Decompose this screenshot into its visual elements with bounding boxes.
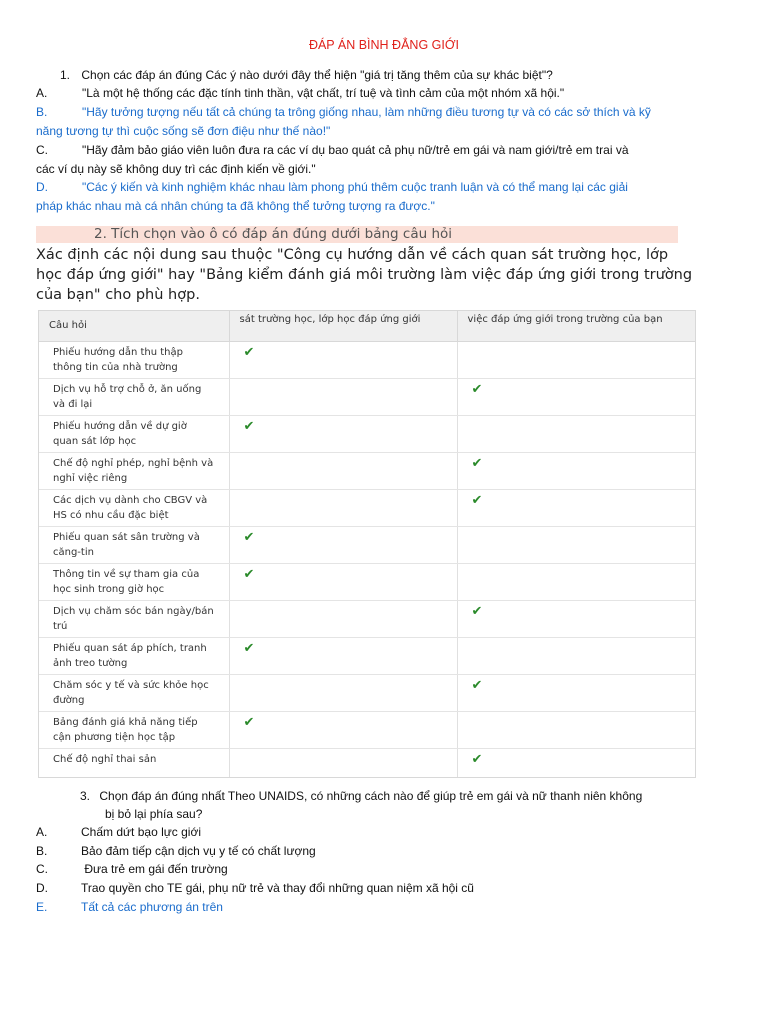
checkmark-icon: ✔ [243,566,255,582]
option-text: Chấm dứt bạo lực giới [81,825,201,839]
table-row [39,489,695,526]
option-prefix: C. [36,143,48,157]
table-row [39,415,695,452]
q3-question [80,787,642,805]
option-prefix: A. [36,825,48,839]
checkmark-icon: ✔ [471,677,483,693]
checkmark-icon: ✔ [471,492,483,508]
observation-tool-cell[interactable] [229,711,457,748]
q2-heading-text: 2. Tích chọn vào ô có đáp án đúng dưới bảng câu hỏi [94,226,453,242]
row-label: Chăm sóc y tế và sức khỏe học đường [39,674,229,711]
observation-tool-cell[interactable] [229,378,457,415]
q2-heading [36,226,678,243]
option-text: "Là một hệ thống các đặc tính tinh thần, vật chất, trí tuệ và tình cảm của một nhóm xã hội." [82,86,565,100]
option-text: "Hãy đảm bảo giáo viên luôn đưa ra các ví dụ bao quát cả phụ nữ/trẻ em gái và nam giới/trẻ em trai và [82,143,629,157]
observation-tool-cell[interactable] [229,341,457,378]
checklist-cell[interactable] [457,711,695,748]
option-text: "Hãy tưởng tượng nếu tất cả chúng ta trông giống nhau, làm những điều tương tự và có các sở thích và kỹ [82,105,651,119]
table-row [39,378,695,415]
checkmark-icon: ✔ [243,529,255,545]
table-row [39,711,695,748]
header-question: Câu hỏi [39,311,229,341]
table-row [39,600,695,637]
q2-table-container [38,310,696,778]
row-label: Dịch vụ chăm sóc bán ngày/bán trú [39,600,229,637]
q1-option-c-cont: các ví dụ này sẽ không duy trì các định kiến về giới." [36,162,316,176]
table-row [39,526,695,563]
table-row [39,748,695,777]
checklist-cell[interactable] [457,378,695,415]
observation-tool-cell[interactable] [229,415,457,452]
row-label: Phiếu hướng dẫn về dự giờ quan sát lớp học [39,415,229,452]
row-label: Phiếu hướng dẫn thu thập thông tin của nhà trường [39,341,229,378]
option-prefix: E. [36,900,48,914]
q3-number: 3. [80,789,91,803]
header-checklist: việc đáp ứng giới trong trường của bạn [457,311,695,341]
row-label: Phiếu quan sát sân trường và căng-tin [39,526,229,563]
table-header-row [39,311,695,341]
checkmark-icon: ✔ [243,714,255,730]
row-label: Các dịch vụ dành cho CBGV và HS có nhu cầu đặc biệt [39,489,229,526]
option-text: "Các ý kiến và kinh nghiệm khác nhau làm phong phú thêm cuộc tranh luận và có thể mang lại các giải [82,180,628,194]
q1-question-text: Chọn các đáp án đúng Các ý nào dưới đây thể hiện "giá trị tăng thêm của sự khác biệt"? [81,68,553,82]
row-label: Chế độ nghỉ phép, nghỉ bệnh và nghỉ việc riêng [39,452,229,489]
checklist-cell[interactable] [457,563,695,600]
option-prefix: C. [36,862,48,876]
checklist-cell[interactable] [457,748,695,777]
header-observation-tool: sát trường học, lớp học đáp ứng giới [229,311,457,341]
option-text: Bảo đảm tiếp cận dịch vụ y tế có chất lượng [81,844,316,858]
option-text: Tất cả các phương án trên [81,900,223,914]
checklist-cell[interactable] [457,489,695,526]
checklist-cell[interactable] [457,600,695,637]
q1-number: 1. [60,68,71,82]
page-title: ĐÁP ÁN BÌNH ĐẲNG GIỚI [308,38,460,52]
option-prefix: A. [36,86,48,100]
observation-tool-cell[interactable] [229,637,457,674]
option-prefix: B. [36,844,48,858]
checkmark-icon: ✔ [243,640,255,656]
q3-question-text: Chọn đáp án đúng nhất Theo UNAIDS, có những cách nào để giúp trẻ em gái và nữ thanh niên không [99,789,643,803]
q2-description: Xác định các nội dung sau thuộc "Công cụ hướng dẫn về cách quan sát trường học, lớp học đáp ứng giới" hay "Bảng kiểm đánh giá môi trường làm việc đáp ứng giới trong trường của bạn" cho phù hợp. [36,247,693,303]
table-row [39,563,695,600]
checklist-cell[interactable] [457,637,695,674]
checkmark-icon: ✔ [471,603,483,619]
observation-tool-cell[interactable] [229,563,457,600]
table-row [39,341,695,378]
option-prefix: D. [36,881,48,895]
option-prefix: B. [36,105,48,119]
observation-tool-cell[interactable] [229,489,457,526]
row-label: Chế độ nghỉ thai sản [39,748,229,777]
observation-tool-cell[interactable] [229,452,457,489]
observation-tool-cell[interactable] [229,600,457,637]
table-row [39,674,695,711]
observation-tool-cell[interactable] [229,748,457,777]
option-prefix: D. [36,180,48,194]
table-row [39,452,695,489]
option-text: Trao quyền cho TE gái, phụ nữ trẻ và thay đổi những quan niệm xã hội cũ [81,881,474,895]
table-row [39,637,695,674]
checkmark-icon: ✔ [471,751,483,767]
q3-question-cont: bị bỏ lại phía sau? [105,807,203,821]
checklist-cell[interactable] [457,526,695,563]
checklist-cell[interactable] [457,674,695,711]
row-label: Dịch vụ hỗ trợ chỗ ở, ăn uống và đi lại [39,378,229,415]
option-text: Đưa trẻ em gái đến trường [81,862,228,876]
observation-tool-cell[interactable] [229,674,457,711]
checklist-cell[interactable] [457,341,695,378]
row-label: Phiếu quan sát áp phích, tranh ảnh treo tường [39,637,229,674]
q1-question [60,66,553,84]
checkmark-icon: ✔ [243,344,255,360]
row-label: Bảng đánh giá khả năng tiếp cận phương tiện học tập [39,711,229,748]
q1-option-d-cont: pháp khác nhau mà cá nhân chúng ta đã không thể tưởng tượng ra được." [36,199,435,213]
checklist-cell[interactable] [457,452,695,489]
observation-tool-cell[interactable] [229,526,457,563]
q2-table [39,311,695,777]
q1-option-b-cont: năng tương tự thì cuộc sống sẽ đơn điệu như thế nào!" [36,124,331,138]
checklist-cell[interactable] [457,415,695,452]
checkmark-icon: ✔ [243,418,255,434]
checkmark-icon: ✔ [471,381,483,397]
checkmark-icon: ✔ [471,455,483,471]
row-label: Thông tin về sự tham gia của học sinh trong giờ học [39,563,229,600]
